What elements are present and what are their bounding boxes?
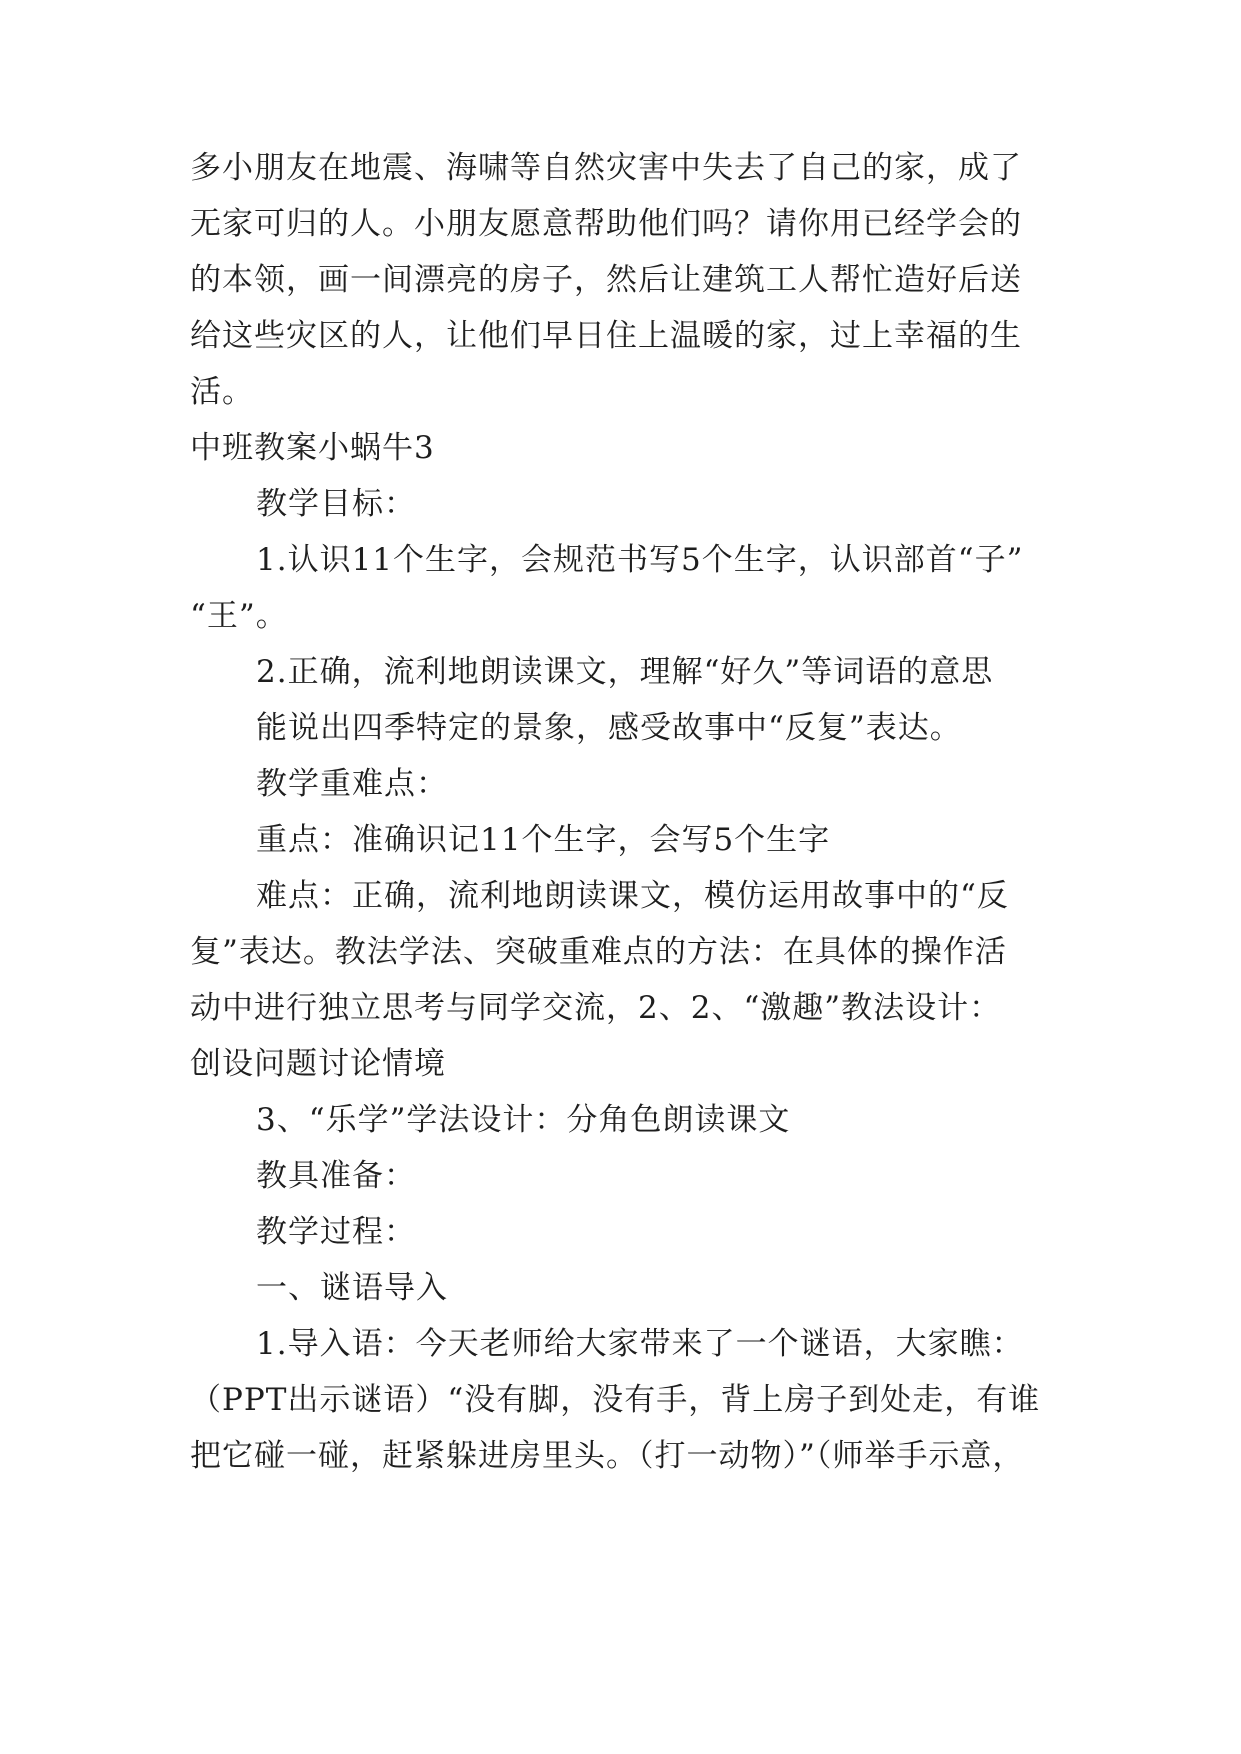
- body-text-line: 动中进行独立思考与同学交流，2、2、“激趣”教法设计：: [190, 990, 1002, 1026]
- subheading-key-points: 教学重难点：: [256, 766, 448, 802]
- body-text-line: 1.认识11个生字，会规范书写5个生字，认识部首“子”: [256, 542, 1024, 578]
- body-text-line: 3、“乐学”学法设计：分角色朗读课文: [256, 1102, 791, 1138]
- body-text-line: 1.导入语：今天老师给大家带来了一个谜语，大家瞧：: [256, 1326, 1024, 1362]
- subheading-materials: 教具准备：: [256, 1158, 416, 1194]
- section-heading: 中班教案小蜗牛3: [190, 430, 435, 466]
- body-text-line: 给这些灾区的人，让他们早日住上温暖的家，过上幸福的生: [190, 318, 1022, 354]
- body-text-line: 复”表达。教法学法、突破重难点的方法：在具体的操作活: [190, 934, 1007, 970]
- body-text-line: 创设问题讨论情境: [190, 1046, 446, 1082]
- subheading-teaching-goals: 教学目标：: [256, 486, 416, 522]
- body-text-line: 把它碰一碰，赶紧躲进房里头。（打一动物）”（师举手示意，: [190, 1438, 1025, 1474]
- body-text-line: 无家可归的人。小朋友愿意帮助他们吗？请你用已经学会的: [190, 206, 1022, 242]
- body-text-line: 难点：正确，流利地朗读课文，模仿运用故事中的“反: [256, 878, 1009, 914]
- subheading-riddle-intro: 一、谜语导入: [256, 1270, 448, 1306]
- body-text-line: 能说出四季特定的景象，感受故事中“反复”表达。: [256, 710, 962, 746]
- body-text-line: 活。: [190, 374, 254, 410]
- body-text-line: 重点：准确识记11个生字，会写5个生字: [256, 822, 831, 858]
- body-text-line: “王”。: [190, 598, 288, 634]
- body-text-line: 的本领，画一间漂亮的房子，然后让建筑工人帮忙造好后送: [190, 262, 1022, 298]
- body-text-line: 多小朋友在地震、海啸等自然灾害中失去了自己的家，成了: [190, 150, 1022, 186]
- body-text-line: 2.正确，流利地朗读课文，理解“好久”等词语的意思: [256, 654, 994, 690]
- subheading-process: 教学过程：: [256, 1214, 416, 1250]
- body-text-line: （PPT出示谜语）“没有脚，没有手，背上房子到处走，有谁: [190, 1382, 1041, 1418]
